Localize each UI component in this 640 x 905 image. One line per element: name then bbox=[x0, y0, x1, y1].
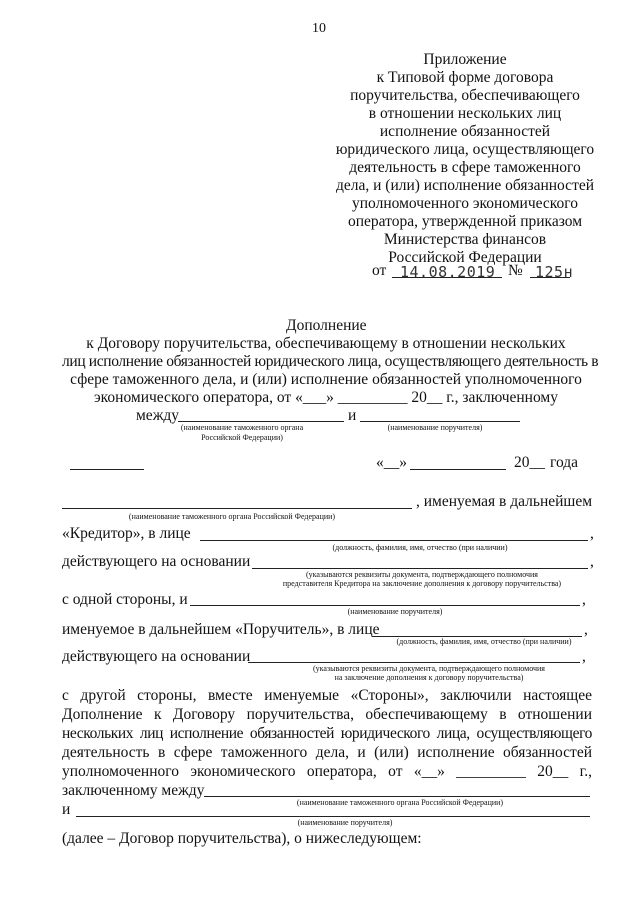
and-label-2: и bbox=[62, 801, 71, 818]
heading-line: экономического оператора, от «___» _________ 20__ г., заключенному bbox=[94, 389, 558, 406]
acting-basis-text: действующего на основании bbox=[62, 553, 251, 570]
caption-position-2: (должность, фамилия, имя, отчество (при наличии) bbox=[396, 637, 572, 646]
appendix-line: исполнение обязанностей bbox=[379, 123, 551, 140]
order-date-prefix: от bbox=[372, 262, 387, 279]
customs-body-field[interactable] bbox=[178, 421, 344, 422]
date-month-field[interactable] bbox=[410, 469, 506, 470]
comma: , bbox=[582, 591, 586, 608]
appendix-line: в отношении нескольких лиц bbox=[368, 105, 562, 122]
paragraph-line: деятельность в сфере таможенного дела, и (или) исполнение обязанностей bbox=[62, 744, 592, 761]
heading-line: к Договору поручительства, обеспечивающему в отношении нескольких bbox=[86, 335, 566, 352]
caption-customs-body: (наименование таможенного органа bbox=[180, 423, 304, 432]
document-title: Дополнение bbox=[286, 317, 367, 334]
appendix-line: поручительства, обеспечивающего bbox=[350, 87, 580, 104]
page-number: 10 bbox=[312, 21, 326, 36]
caption-position: (должность, фамилия, имя, отчество (при наличии) bbox=[332, 543, 508, 552]
customs-body-field-2[interactable] bbox=[204, 796, 590, 797]
guarantor-in-person-text: именуемое в дальнейшем «Поручитель», в лице bbox=[62, 621, 380, 638]
appendix-line: оператора, утвержденной приказом bbox=[347, 213, 583, 230]
comma: , bbox=[584, 621, 588, 638]
appendix-line: Российской Федерации bbox=[388, 249, 542, 266]
and-label: и bbox=[348, 407, 357, 424]
caption-guarantor-doc: на заключение дополнения к договору поручительства) bbox=[334, 673, 524, 682]
guarantor-field[interactable] bbox=[360, 421, 520, 422]
caption-creditor-doc: (указываются реквизиты документа, подтверждающего полномочия bbox=[306, 570, 538, 579]
caption-customs-body-full: (наименование таможенного органа Российской Федерации) bbox=[128, 512, 336, 521]
customs-body-name-field[interactable] bbox=[62, 508, 412, 509]
order-number-value: 125н bbox=[535, 263, 574, 281]
appendix-line: к Типовой форме договора bbox=[376, 69, 554, 86]
caption-guarantor-doc: (указываются реквизиты документа, подтверждающего полномочия bbox=[313, 664, 545, 673]
concluded-between-text: заключенному между bbox=[62, 782, 205, 799]
appendix-line: юридического лица, осуществляющего bbox=[335, 141, 595, 158]
heading-line: сфере таможенного дела, и (или) исполнение обязанностей уполномоченного bbox=[70, 371, 582, 388]
comma: , bbox=[590, 525, 594, 542]
place-field[interactable] bbox=[70, 469, 144, 470]
creditor-in-person-text: «Кредитор», в лице bbox=[62, 525, 191, 542]
creditor-basis-field[interactable] bbox=[252, 568, 588, 569]
appendix-line: Приложение bbox=[423, 51, 507, 68]
paragraph-line: нескольких лиц исполнение обязанностей юридического лица, осуществляющего bbox=[62, 725, 592, 742]
guarantor-basis-field[interactable] bbox=[248, 662, 580, 663]
caption-guarantor: (наименование поручителя) bbox=[387, 423, 483, 432]
caption-guarantor-name: (наименование поручителя) bbox=[347, 607, 443, 616]
appendix-block bbox=[330, 51, 600, 267]
paragraph-line: Дополнение к Договору поручительства, обеспечивающему в отношении bbox=[62, 706, 592, 723]
acting-basis-text-2: действующего на основании bbox=[62, 648, 251, 665]
caption-guarantor-2: (наименование поручителя) bbox=[297, 818, 393, 827]
comma: , bbox=[590, 553, 594, 570]
guarantor-name-field[interactable] bbox=[190, 605, 580, 606]
creditor-representative-field[interactable] bbox=[200, 540, 588, 541]
between-label: между bbox=[136, 407, 180, 424]
final-line: (далее – Договор поручительства), о нижеследующем: bbox=[62, 830, 422, 847]
appendix-line: уполномоченного экономического bbox=[352, 195, 578, 212]
appendix-line: деятельность в сфере таможенного bbox=[349, 159, 581, 176]
caption-customs-body: Российской Федерации) bbox=[201, 433, 283, 442]
date-day: «__» bbox=[376, 454, 407, 471]
order-date-value: 14.08.2019 bbox=[400, 263, 496, 281]
one-side-text: с одной стороны, и bbox=[62, 591, 188, 608]
date-year: 20__ bbox=[514, 454, 545, 471]
order-number-prefix: № bbox=[508, 262, 523, 279]
guarantor-field-2[interactable] bbox=[76, 816, 590, 817]
comma: , bbox=[582, 648, 586, 665]
named-further-text: , именуемая в дальнейшем bbox=[416, 493, 593, 510]
paragraph-line: уполномоченного экономического оператора, от «__» _________ 20__ г., bbox=[62, 763, 592, 780]
caption-creditor-doc: представителя Кредитора на заключение дополнения к договору поручительства) bbox=[282, 579, 562, 588]
caption-customs-body-2: (наименование таможенного органа Российской Федерации) bbox=[296, 798, 504, 807]
date-year-suffix: года bbox=[550, 454, 579, 471]
appendix-line: дела, и (или) исполнение обязанностей bbox=[335, 177, 595, 194]
appendix-line: Министерства финансов bbox=[383, 231, 547, 248]
heading-line: лиц исполнение обязанностей юридического лица, осуществляющего деятельность в bbox=[62, 353, 599, 370]
paragraph-line: с другой стороны, вместе именуемые «Стороны», заключили настоящее bbox=[62, 687, 592, 704]
